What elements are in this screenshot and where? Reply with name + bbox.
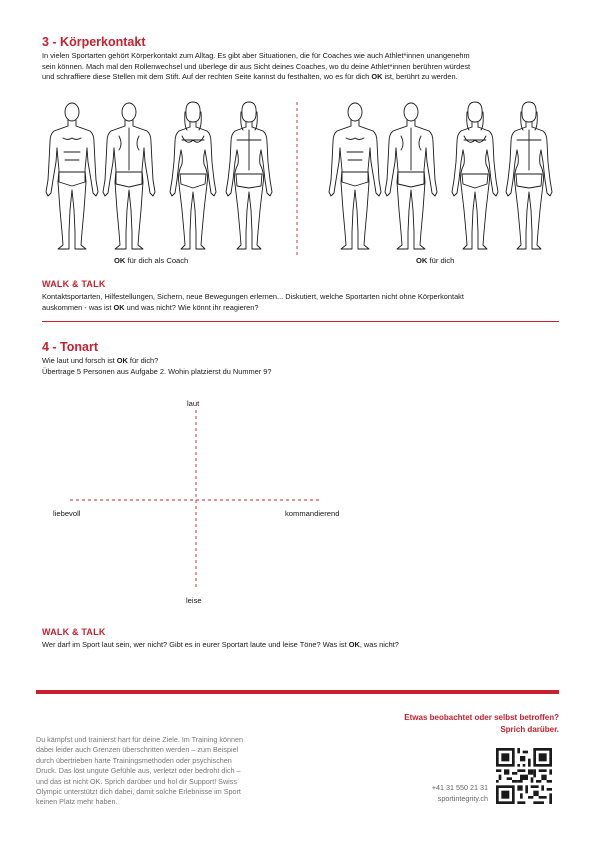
- section-3-title: 3 - Körperkontakt: [42, 35, 146, 49]
- question-2: Übertrage 5 Personen aus Aufgabe 2. Wohin platzierst du Nummer 9?: [42, 366, 272, 376]
- axis-label-top: laut: [187, 399, 200, 408]
- footer-contact: [432, 782, 488, 804]
- axis-label-left: liebevoll: [53, 509, 81, 518]
- qr-code-icon[interactable]: [496, 748, 552, 804]
- footer-bar: [36, 690, 559, 694]
- female-back-figure-left[interactable]: [226, 102, 272, 249]
- axis-label-right: kommandierend: [285, 509, 340, 518]
- body-figures: [0, 98, 595, 258]
- intro-line-2: sein können. Mach mal den Rollenwechsel und überlege dir aus Sicht deines Coaches, wo du deine Athlet*innen berühren würdest: [42, 61, 471, 71]
- walk-talk-text-2: Wer darf im Sport laut sein, wer nicht? Gibt es in eurer Sportart laute und leise Töne? Was ist OK, was nicht?: [42, 640, 399, 649]
- tone-axes: [0, 390, 595, 610]
- female-front-figure-left[interactable]: [170, 102, 216, 249]
- section-divider: [42, 321, 559, 322]
- axis-label-bottom: leise: [186, 596, 202, 605]
- intro-line-1: In vielen Sportarten gehört Körperkontakt zum Alltag. Es gibt aber Situationen, die für Coaches wie auch Athlet*innen unangenehm: [42, 51, 470, 60]
- male-back-figure-left[interactable]: [103, 103, 155, 249]
- website-link[interactable]: sportintegrity.ch: [437, 794, 488, 803]
- female-front-figure-right[interactable]: [452, 102, 498, 249]
- walk-talk-text-1: Kontaktsportarten, Hilfestellungen, Sichern, neue Bewegungen erlernen... Diskutiert, welche Sportarten nicht ohne Körperkontakt auskommen - was ist OK und was nicht? Wie könnt ihr reagieren?: [42, 292, 464, 312]
- walk-talk-title-2: WALK & TALK: [42, 627, 106, 637]
- section-4-questions: [42, 356, 562, 377]
- phone-number[interactable]: +41 31 550 21 31: [431, 783, 488, 792]
- intro-line-3: und schraffiere diese Stellen mit dem Stift. Auf der rechten Seite kannst du festhalten, wo es für dich OK ist, berührt zu werden.: [42, 72, 458, 82]
- question-1: Wie laut und forsch ist OK für dich?: [42, 356, 159, 365]
- right-caption: OK für dich: [416, 256, 455, 265]
- section-3-intro: [42, 51, 562, 83]
- left-caption: OK für dich als Coach: [114, 256, 189, 265]
- female-back-figure-right[interactable]: [506, 102, 552, 249]
- ok-emphasis: OK: [371, 72, 383, 82]
- male-front-figure-right[interactable]: [329, 103, 381, 249]
- walk-talk-title-1: WALK & TALK: [42, 279, 106, 289]
- male-front-figure-left[interactable]: [46, 103, 98, 249]
- section-4-title: 4 - Tonart: [42, 340, 99, 354]
- male-back-figure-right[interactable]: [385, 103, 437, 249]
- footer-text: Du kämpfst und trainierst hart für deine Ziele. Im Training können dabei leider auch Grenzen überschritten werden – zum Beispiel durch übertrieben harte Trainingsmethoden oder psychischen Druck. Das löst ungute Gefühle aus, verletzt oder bedroht dich – und das ist nicht OK. Sprich darüber und hol dir Support! Swiss Olympic unterstützt dich dabei, damit solche Erlebnisse im Sport keinen Platz mehr haben.: [36, 735, 243, 807]
- footer-cta: Etwas beobachtet oder selbst betroffen? Sprich darüber.: [404, 713, 559, 734]
